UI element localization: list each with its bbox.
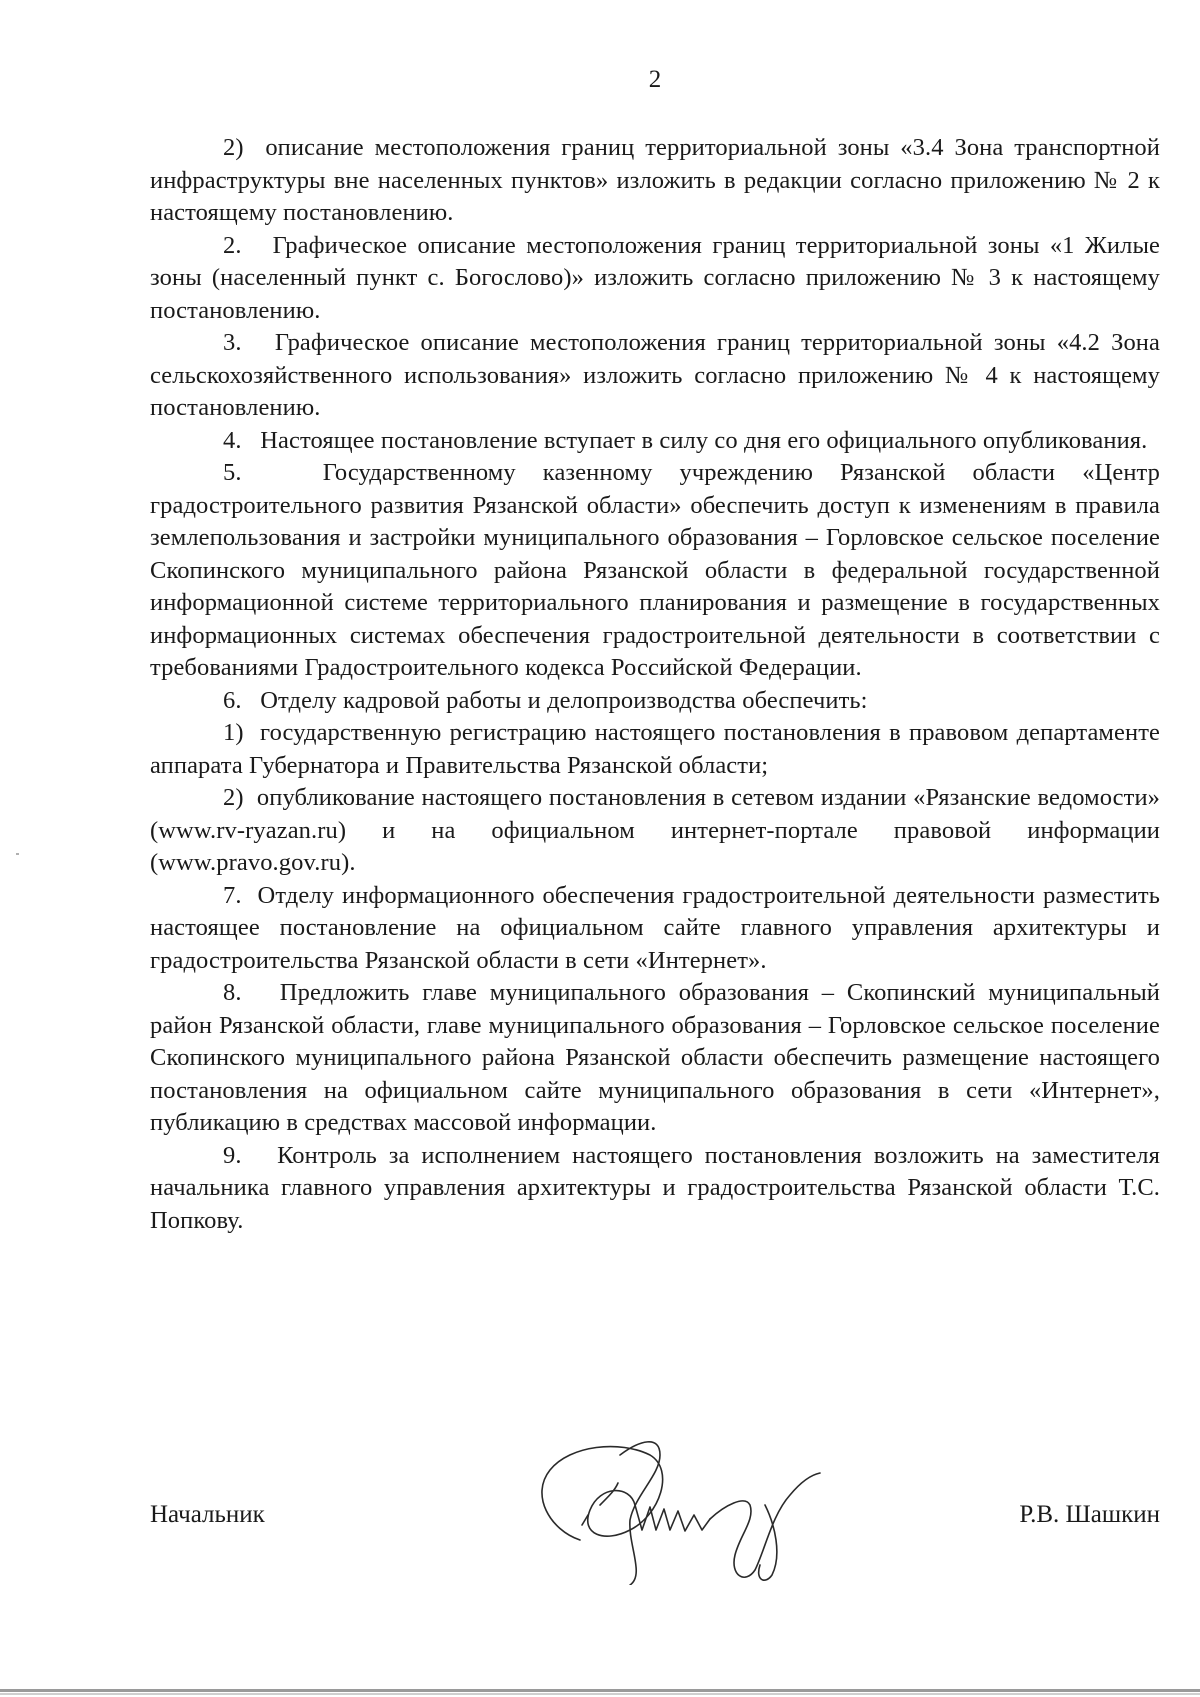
paragraph-6: 6. Отделу кадровой работы и делопроизводства обеспечить: <box>223 686 868 714</box>
paragraph-6-item-1: 1) государственную регистрацию настоящего постановления в правовом департаменте аппарата Губернатора и Правительства Рязанской области; <box>150 719 1160 779</box>
paragraph-2: 2. Графическое описание местоположения границ территориальной зоны «1 Жилые зоны (населенный пункт с. Богослово)» изложить согласно приложению № 3 к настоящему постановлению. <box>150 231 1160 324</box>
paragraph-8: 8. Предложить главе муниципального образования – Скопинский муниципальный район Рязанской области, главе муниципального образования – Горловское сельское поселение Скопинского муниципального района Рязанской области обеспечить размещение настоящего постановления на официальном сайте муниципального образования в сети «Интернет», публикацию в средствах массовой информации. <box>150 979 1160 1136</box>
scan-edge-line <box>0 1689 1200 1692</box>
paragraph-7: 7. Отделу информационного обеспечения градостроительной деятельности разместить настоящее постановление на официальном сайте главного управления архитектуры и градостроительства Рязанской области в сети «Интернет». <box>150 881 1160 974</box>
signatory-name: Р.В. Шашкин <box>1019 1501 1160 1528</box>
paragraph-item-2: 2) описание местоположения границ территориальной зоны «3.4 Зона транспортной инфраструктуры вне населенных пунктов» изложить в редакции согласно приложению № 2 к настоящему постановлению. <box>150 134 1160 226</box>
paragraph-9: 9. Контроль за исполнением настоящего постановления возложить на заместителя начальника главного управления архитектуры и градостроительства Рязанской области Т.С. Попкову. <box>150 1141 1160 1234</box>
scan-speck <box>16 853 19 855</box>
handwritten-signature <box>510 1435 840 1585</box>
signatory-position: Начальник <box>150 1501 265 1528</box>
paragraph-4: 4. Настоящее постановление вступает в силу со дня его официального опубликования. <box>223 426 1148 454</box>
paragraph-6-item-2: 2) опубликование настоящего постановления в сетевом издании «Рязанские ведомости» (www.rv-ryazan.ru) и на официальном интернет-портале правовой информации (www.pravo.gov.ru). <box>150 784 1160 876</box>
document-body <box>150 132 1160 1237</box>
signature-block <box>150 1450 1160 1590</box>
scan-edge-shadow <box>0 1693 1200 1695</box>
paragraph-3: 3. Графическое описание местоположения границ территориальной зоны «4.2 Зона сельскохозяйственного использования» изложить согласно приложению № 4 к настоящему постановлению. <box>150 329 1160 421</box>
page-number: 2 <box>648 66 662 93</box>
paragraph-5: 5. Государственному казенному учреждению Рязанской области «Центр градостроительного развития Рязанской области» обеспечить доступ к изменениям в правила землепользования и застройки муниципального образования – Горловское сельское поселение Скопинского муниципального района Рязанской области в федеральной государственной информационной системе территориального планирования и размещение в государственных информационных системах обеспечения градостроительной деятельности в соответствии с требованиями Градостроительного кодекса Российской Федерации. <box>150 459 1160 681</box>
